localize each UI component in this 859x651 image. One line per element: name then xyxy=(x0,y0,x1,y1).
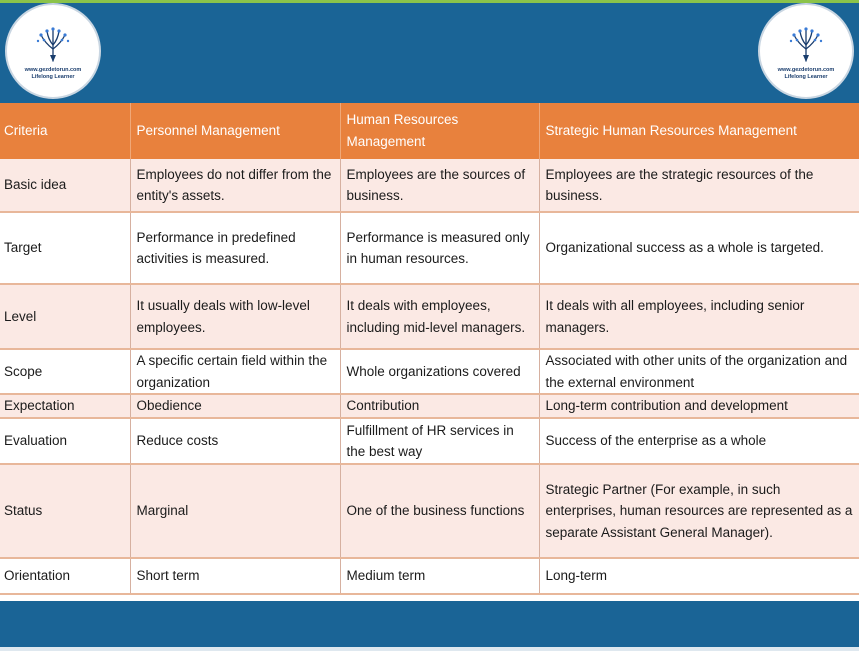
table-row xyxy=(0,418,859,464)
logo-tagline: Lifelong Learner xyxy=(784,74,828,80)
table-cell: Contribution xyxy=(340,394,539,418)
table-cell: Employees do not differ from the entity's assets. xyxy=(130,159,340,212)
header-personnel-management: Personnel Management xyxy=(130,103,340,159)
table-cell: Long-term contribution and development xyxy=(539,394,859,418)
header-strategic-hrm: Strategic Human Resources Management xyxy=(539,103,859,159)
logo-url: www.gezdetorun.com xyxy=(24,67,82,73)
table-cell: Long-term xyxy=(539,558,859,594)
table-cell: Performance is measured only in human resources. xyxy=(340,212,539,284)
table-cell: It deals with all employees, including senior managers. xyxy=(539,284,859,349)
logo-right xyxy=(758,3,854,99)
tree-pencil-icon xyxy=(786,27,826,63)
table-cell: Orientation xyxy=(0,558,130,594)
table-cell: Basic idea xyxy=(0,159,130,212)
table-row xyxy=(0,159,859,212)
table-cell: It usually deals with low-level employees. xyxy=(130,284,340,349)
table-cell: Short term xyxy=(130,558,340,594)
table-cell: Target xyxy=(0,212,130,284)
comparison-table xyxy=(0,103,859,595)
table-cell: Employees are the strategic resources of the business. xyxy=(539,159,859,212)
table-cell: Expectation xyxy=(0,394,130,418)
tree-pencil-icon xyxy=(33,27,73,63)
table-cell: Status xyxy=(0,464,130,558)
table-cell: Marginal xyxy=(130,464,340,558)
table-cell: Performance in predefined activities is measured. xyxy=(130,212,340,284)
table-cell: It deals with employees, including mid-level managers. xyxy=(340,284,539,349)
table-cell: Fulfillment of HR services in the best way xyxy=(340,418,539,464)
logo-left xyxy=(5,3,101,99)
table-cell: Associated with other units of the organization and the external environment xyxy=(539,349,859,394)
table-cell: One of the business functions xyxy=(340,464,539,558)
footer-band xyxy=(0,601,859,647)
table-row xyxy=(0,284,859,349)
table-row xyxy=(0,349,859,394)
logo-tagline: Lifelong Learner xyxy=(31,74,75,80)
header-human-resources-management: Human Resources Management xyxy=(340,103,539,159)
table-cell: Reduce costs xyxy=(130,418,340,464)
table-cell: Medium term xyxy=(340,558,539,594)
table-cell: Employees are the sources of business. xyxy=(340,159,539,212)
bottom-line xyxy=(0,647,859,651)
table-cell: Organizational success as a whole is targeted. xyxy=(539,212,859,284)
table-row xyxy=(0,558,859,594)
table-row xyxy=(0,212,859,284)
table-row xyxy=(0,394,859,418)
table-cell: Evaluation xyxy=(0,418,130,464)
comparison-table-wrapper xyxy=(0,103,859,595)
table-cell: Success of the enterprise as a whole xyxy=(539,418,859,464)
table-cell: Scope xyxy=(0,349,130,394)
table-cell: Whole organizations covered xyxy=(340,349,539,394)
table-cell: A specific certain field within the organization xyxy=(130,349,340,394)
table-cell: Level xyxy=(0,284,130,349)
table-row xyxy=(0,464,859,558)
table-header-row xyxy=(0,103,859,159)
table-cell: Strategic Partner (For example, in such enterprises, human resources are represented as a separate Assistant General Manager). xyxy=(539,464,859,558)
logo-url: www.gezdetorun.com xyxy=(777,67,835,73)
header-band xyxy=(0,3,859,103)
header-criteria: Criteria xyxy=(0,103,130,159)
table-cell: Obedience xyxy=(130,394,340,418)
